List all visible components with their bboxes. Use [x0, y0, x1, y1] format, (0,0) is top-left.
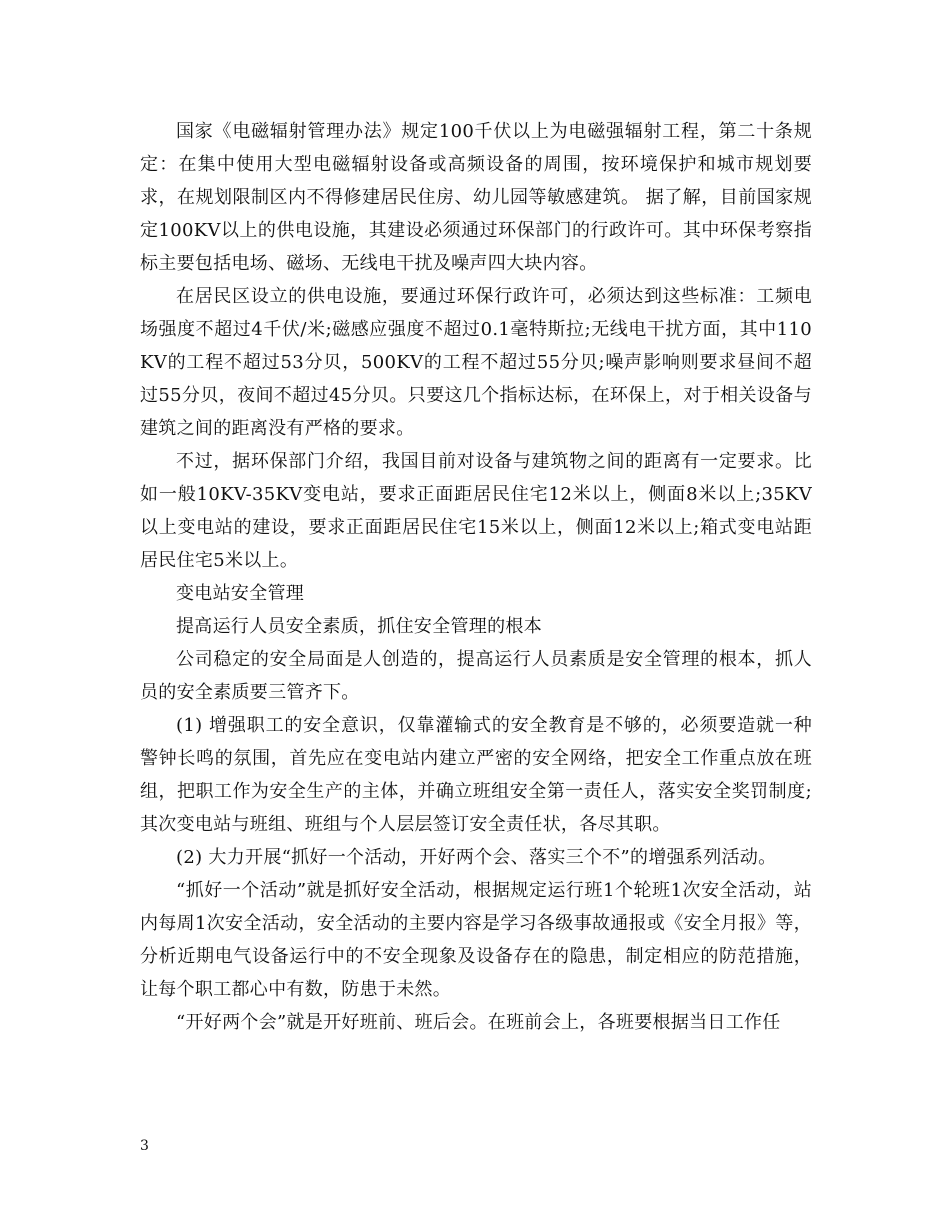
section-heading-substation-safety: 变电站安全管理 [176, 583, 305, 604]
paragraph-emf-regulation: 国家《电磁辐射管理办法》规定100千伏以上为电磁强辐射工程，第二十条规定：在集中使用大型电磁辐射设备或高频设备的周围，按环境保护和城市规划要求，在规划限制区内不得修建居民住房、幼儿园等敏感建筑。 据了解，目前国家规定100KV以上的供电设施，其建设必须通过环保部门的行政许可。其中环保考察指标主要包括电场、磁场、无线电干扰及噪声四大块内容。 [140, 121, 812, 274]
subheading-operator-quality: 提高运行人员安全素质，抓住安全管理的根本 [176, 616, 542, 637]
paragraph-distance-requirements: 不过，据环保部门介绍，我国目前对设备与建筑物之间的距离有一定要求。比如一般10KV-35KV变电站，要求正面距居民住宅12米以上，侧面8米以上;35KV以上变电站的建设，要求正面距居民住宅15米以上，侧面12米以上;箱式变电站距居民住宅5米以上。 [140, 451, 812, 571]
list-item-series-activities: (2) 大力开展“抓好一个活动，开好两个会、落实三个不”的增强系列活动。 [176, 847, 777, 868]
paragraph-two-meetings: “开好两个会”就是开好班前、班后会。在班前会上，各班要根据当日工作任 [176, 1012, 781, 1033]
list-item-safety-awareness: (1) 增强职工的安全意识，仅靠灌输式的安全教育是不够的，必须要造就一种警钟长鸣的氛围，首先应在变电站内建立严密的安全网络，把安全工作重点放在班组，把职工作为安全生产的主体，并确立班组安全第一责任人，落实安全奖罚制度;其次变电站与班组、班组与个人层层签订安全责任状，各尽其职。 [140, 715, 812, 835]
paragraph-safety-foundation: 公司稳定的安全局面是人创造的，提高运行人员素质是安全管理的根本，抓人员的安全素质要三管齐下。 [140, 649, 812, 703]
paragraph-environmental-standards: 在居民区设立的供电设施，要通过环保行政许可，必须达到这些标准：工频电场强度不超过4千伏/米;磁感应强度不超过0.1毫特斯拉;无线电干扰方面，其中110KV的工程不超过53分贝，500KV的工程不超过55分贝;噪声影响则要求昼间不超过55分贝，夜间不超过45分贝。只要这几个指标达标，在环保上，对于相关设备与建筑之间的距离没有严格的要求。 [140, 286, 812, 439]
paragraph-safety-activity: “抓好一个活动”就是抓好安全活动，根据规定运行班1个轮班1次安全活动，站内每周1次安全活动，安全活动的主要内容是学习各级事故通报或《安全月报》等，分析近期电气设备运行中的不安全现象及设备存在的隐患，制定相应的防范措施，让每个职工都心中有数，防患于未然。 [140, 880, 812, 1000]
page-number: 3 [140, 1138, 149, 1154]
body-text [140, 115, 812, 1039]
